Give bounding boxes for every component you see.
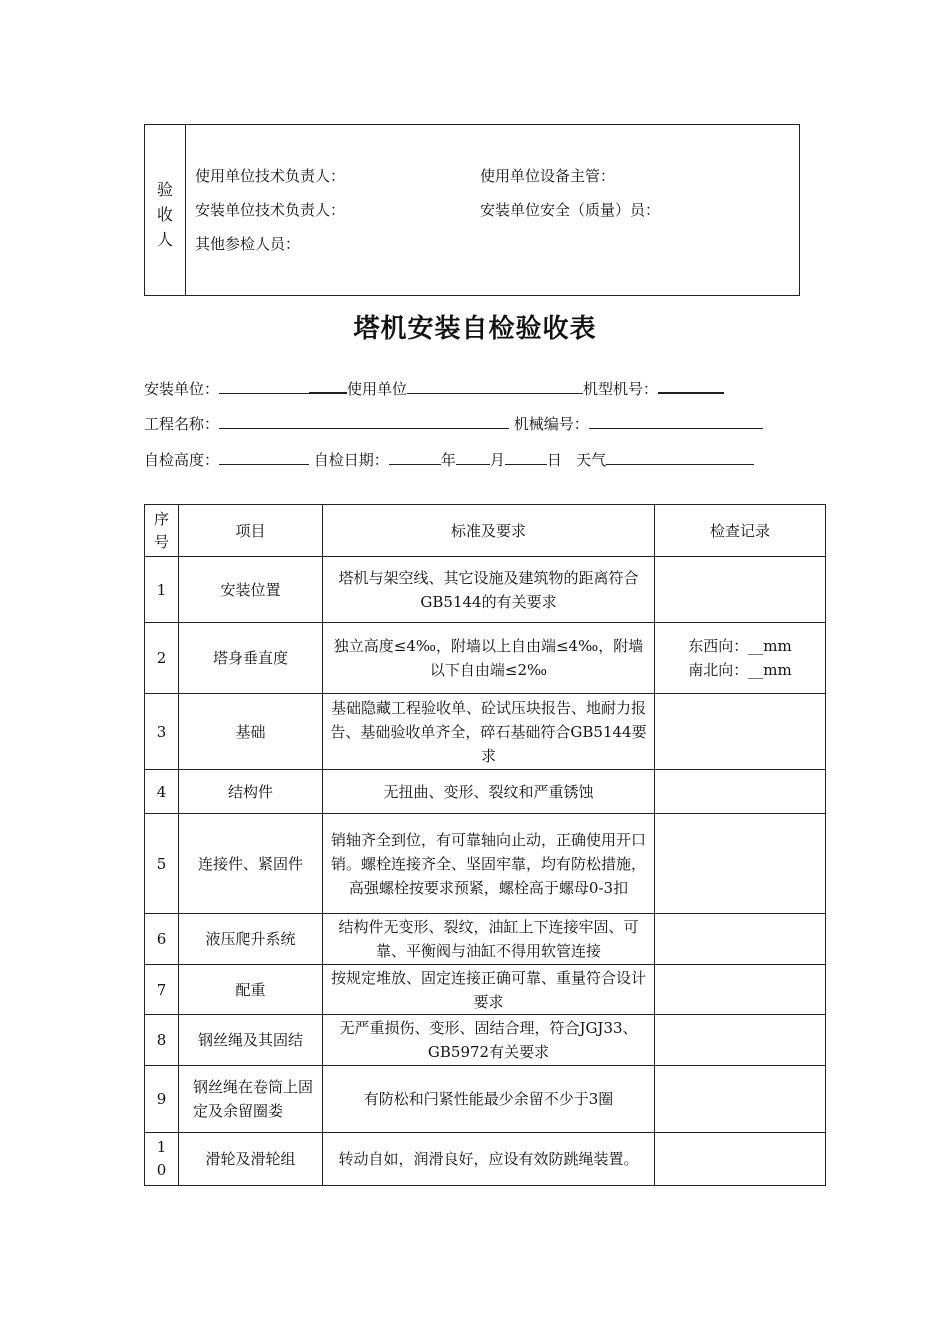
row-standard: 结构件无变形、裂纹，油缸上下连接牢固、可靠、平衡阀与油缸不得用软管连接 <box>323 914 655 965</box>
row-seq: 10 <box>145 1133 179 1186</box>
inspection-table <box>144 504 826 1186</box>
row-seq: 9 <box>145 1066 179 1133</box>
row-item: 结构件 <box>179 770 323 814</box>
row-record[interactable] <box>655 1133 826 1186</box>
inspector-label <box>145 125 186 295</box>
install-unit-field-ext[interactable] <box>309 377 347 394</box>
row-item: 基础 <box>179 694 323 770</box>
user-unit-label: 使用单位 <box>347 380 408 398</box>
project-name-field[interactable] <box>219 413 509 429</box>
inspector-label-char: 收 <box>156 205 173 224</box>
row-seq: 2 <box>145 623 179 694</box>
row-item: 配重 <box>179 965 323 1015</box>
table-row <box>145 814 826 914</box>
user-tech-lead-label: 使用单位技术负责人： <box>195 167 346 185</box>
table-row <box>145 1066 826 1133</box>
header-standard: 标准及要求 <box>323 505 655 557</box>
install-tech-lead-label: 安装单位技术负责人： <box>195 201 346 219</box>
month-field[interactable] <box>456 449 490 465</box>
row-record[interactable] <box>655 557 826 623</box>
header-record: 检查记录 <box>655 505 826 557</box>
table-row <box>145 623 826 694</box>
day-label: 日 <box>546 451 562 469</box>
row-standard: 无严重损伤、变形、固结合理，符合JGJ33、GB5972有关要求 <box>323 1015 655 1066</box>
model-no-field[interactable] <box>658 377 724 394</box>
info-line-2 <box>144 413 763 434</box>
install-safety-officer-label: 安装单位安全（质量）员： <box>480 201 661 219</box>
row-record[interactable] <box>655 623 826 694</box>
table-header-row <box>145 505 826 557</box>
table-row <box>145 557 826 623</box>
table-row <box>145 694 826 770</box>
row-item: 塔身垂直度 <box>179 623 323 694</box>
machine-no-label: 机械编号： <box>513 415 589 433</box>
other-participants-label: 其他参检人员： <box>195 235 301 253</box>
row-record[interactable] <box>655 814 826 914</box>
row-standard: 无扭曲、变形、裂纹和严重锈蚀 <box>323 770 655 814</box>
check-date-label: 自检日期： <box>313 451 389 469</box>
row-item: 液压爬升系统 <box>179 914 323 965</box>
row-seq: 7 <box>145 965 179 1015</box>
machine-no-field[interactable] <box>589 413 763 429</box>
row-standard: 转动自如，润滑良好，应设有效防跳绳装置。 <box>323 1133 655 1186</box>
row-standard: 销轴齐全到位，有可靠轴向止动，正确使用开口销。螺栓连接齐全、坚固牢靠，均有防松措施，高强螺栓按要求预紧，螺栓高于螺母0-3扣 <box>323 814 655 914</box>
row-seq: 8 <box>145 1015 179 1066</box>
year-label: 年 <box>440 451 456 469</box>
row-item: 钢丝绳及其固结 <box>179 1015 323 1066</box>
row-record[interactable] <box>655 1015 826 1066</box>
table-row <box>145 770 826 814</box>
table-row <box>145 965 826 1015</box>
row-item: 连接件、紧固件 <box>179 814 323 914</box>
row-item: 安装位置 <box>179 557 323 623</box>
weather-label: 天气 <box>576 451 607 469</box>
info-line-3 <box>144 449 754 470</box>
month-label: 月 <box>489 451 505 469</box>
install-unit-label: 安装单位： <box>144 380 220 398</box>
install-unit-field[interactable] <box>219 378 309 394</box>
inspector-label-char: 人 <box>156 230 173 249</box>
row-record[interactable] <box>655 770 826 814</box>
row-standard: 塔机与架空线、其它设施及建筑物的距离符合GB5144的有关要求 <box>323 557 655 623</box>
row-item: 钢丝绳在卷筒上固定及余留圈娄 <box>179 1066 323 1133</box>
inspector-box <box>144 124 800 296</box>
row-standard: 有防松和闩紧性能最少余留不少于3圈 <box>323 1066 655 1133</box>
year-field[interactable] <box>389 449 441 465</box>
row-standard: 按规定堆放、固定连接正确可靠、重量符合设计要求 <box>323 965 655 1015</box>
row-seq: 5 <box>145 814 179 914</box>
inspector-label-char: 验 <box>156 180 173 199</box>
row-standard: 基础隐藏工程验收单、砼试压块报告、地耐力报告、基础验收单齐全，碎石基础符合GB5144要求 <box>323 694 655 770</box>
header-item: 项目 <box>179 505 323 557</box>
user-unit-field[interactable] <box>407 378 583 394</box>
record-north-south: 南北向：__mm <box>688 661 792 679</box>
weather-field[interactable] <box>606 449 754 465</box>
row-record[interactable] <box>655 694 826 770</box>
row-standard: 独立高度≤4‰，附墙以上自由端≤4‰，附墙以下自由端≤2‰ <box>323 623 655 694</box>
project-name-label: 工程名称： <box>144 415 220 433</box>
record-east-west: 东西向：__mm <box>688 637 792 655</box>
row-record[interactable] <box>655 1066 826 1133</box>
table-row <box>145 1133 826 1186</box>
row-seq: 6 <box>145 914 179 965</box>
header-seq: 序号 <box>145 505 179 557</box>
day-field[interactable] <box>505 449 547 465</box>
user-equipment-manager-label: 使用单位设备主管： <box>480 167 616 185</box>
row-item: 滑轮及滑轮组 <box>179 1133 323 1186</box>
row-seq: 1 <box>145 557 179 623</box>
table-row <box>145 1015 826 1066</box>
row-seq: 4 <box>145 770 179 814</box>
row-seq: 3 <box>145 694 179 770</box>
check-height-label: 自检高度： <box>144 451 220 469</box>
page-title: 塔机安装自检验收表 <box>353 314 597 344</box>
model-no-label: 机型机号： <box>583 380 659 398</box>
row-record[interactable] <box>655 965 826 1015</box>
check-height-field[interactable] <box>219 449 309 465</box>
table-row <box>145 914 826 965</box>
row-record[interactable] <box>655 914 826 965</box>
info-line-1 <box>144 377 724 399</box>
